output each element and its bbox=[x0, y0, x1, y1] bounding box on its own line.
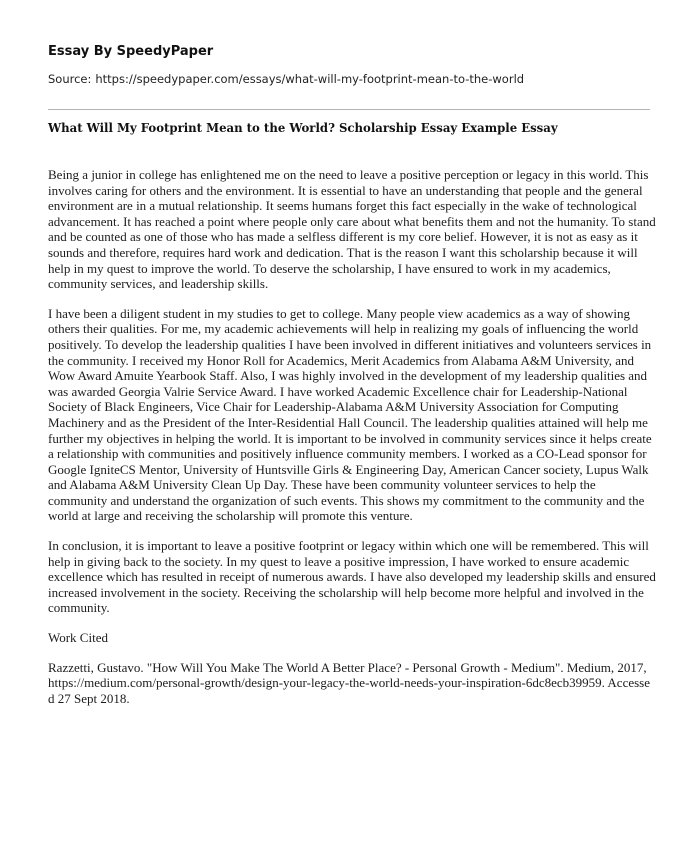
publisher-heading: Essay By SpeedyPaper bbox=[48, 44, 214, 59]
source-url: https://speedypaper.com/essays/what-will-my-footprint-mean-to-the-world bbox=[95, 72, 525, 86]
essay-title: What Will My Footprint Mean to the World? Scholarship Essay Example Essay bbox=[48, 121, 558, 135]
source-label: Source: bbox=[48, 72, 92, 86]
header-divider bbox=[48, 109, 650, 110]
work-cited-heading: Work Cited bbox=[48, 630, 108, 646]
essay-paragraph-3: In conclusion, it is important to leave a positive footprint or legacy within which one will be remembered. This will help in giving back to the society. In my quest to leave a positive impression, I have worked to ensure academic excellence which has resulted in receipt of numerous awards. I have also developed my leadership skills and ensured increased involvement in the society. Receiving the scholarship will help become more helpful and involved in the community. bbox=[48, 538, 656, 616]
citation-entry: Razzetti, Gustavo. "How Will You Make The World A Better Place? - Personal Growth - Medium". Medium, 2017, https://medium.com/personal-growth/design-your-legacy-the-world-needs-your-inspiration-6dc8ecb39959. Accessed 27 Sept 2018. bbox=[48, 659, 651, 706]
source-line bbox=[48, 72, 524, 86]
essay-paragraph-2: I have been a diligent student in my studies to get to college. Many people view academics as a way of showing others their qualities. For me, my academic achievements will help in realizing my goals of influencing the world positively. To develop the leadership qualities I have been involved in different initiatives and volunteers services in the community. I received my Honor Roll for Academics, Merit Academics from Alabama A&M University, and Wow Award Amuite Yearbook Staff. Also, I was highly involved in the development of my leadership qualities and was awarded Georgia Valrie Service Award. I have worked Academic Excellence chair for Leadership-National Society of Black Engineers, Vice Chair for Leadership-Alabama A&M University Association for Computing Machinery and as the President of the Inter-Residential Hall Council. The leadership qualities attained will help me further my objectives in helping the world. It is important to be involved in community services since it helps create a relationship with communities and positively influence community members. I worked as a CO-Lead sponsor for Google IgniteCS Mentor, University of Huntsville Girls & Engineering Day, American Cancer society, Lupus Walk and Alabama A&M University Clean Up Day. These have been community volunteer services to help the community and understand the organization of such events. This shows my commitment to the community and the world at large and receiving the scholarship will promote this venture. bbox=[48, 305, 652, 524]
essay-body bbox=[48, 167, 656, 720]
essay-paragraph-1: Being a junior in college has enlightened me on the need to leave a positive perception or legacy in this world. This involves caring for others and the environment. It is essential to have an understanding that people and the general environment are in a mutual relationship. It seems humans forget this fact especially in the wake of technological advancement. It has reached a point where people only care about what benefits them and not the humanity. To stand and be counted as one of those who has made a selfless different is my core belief. However, it is not as easy as it sounds and therefore, requires hard work and dedication. That is the reason I want this scholarship because it will help in my quest to improve the world. To deserve the scholarship, I have ensured to work in my academics, community services, and leadership skills. bbox=[48, 167, 656, 292]
